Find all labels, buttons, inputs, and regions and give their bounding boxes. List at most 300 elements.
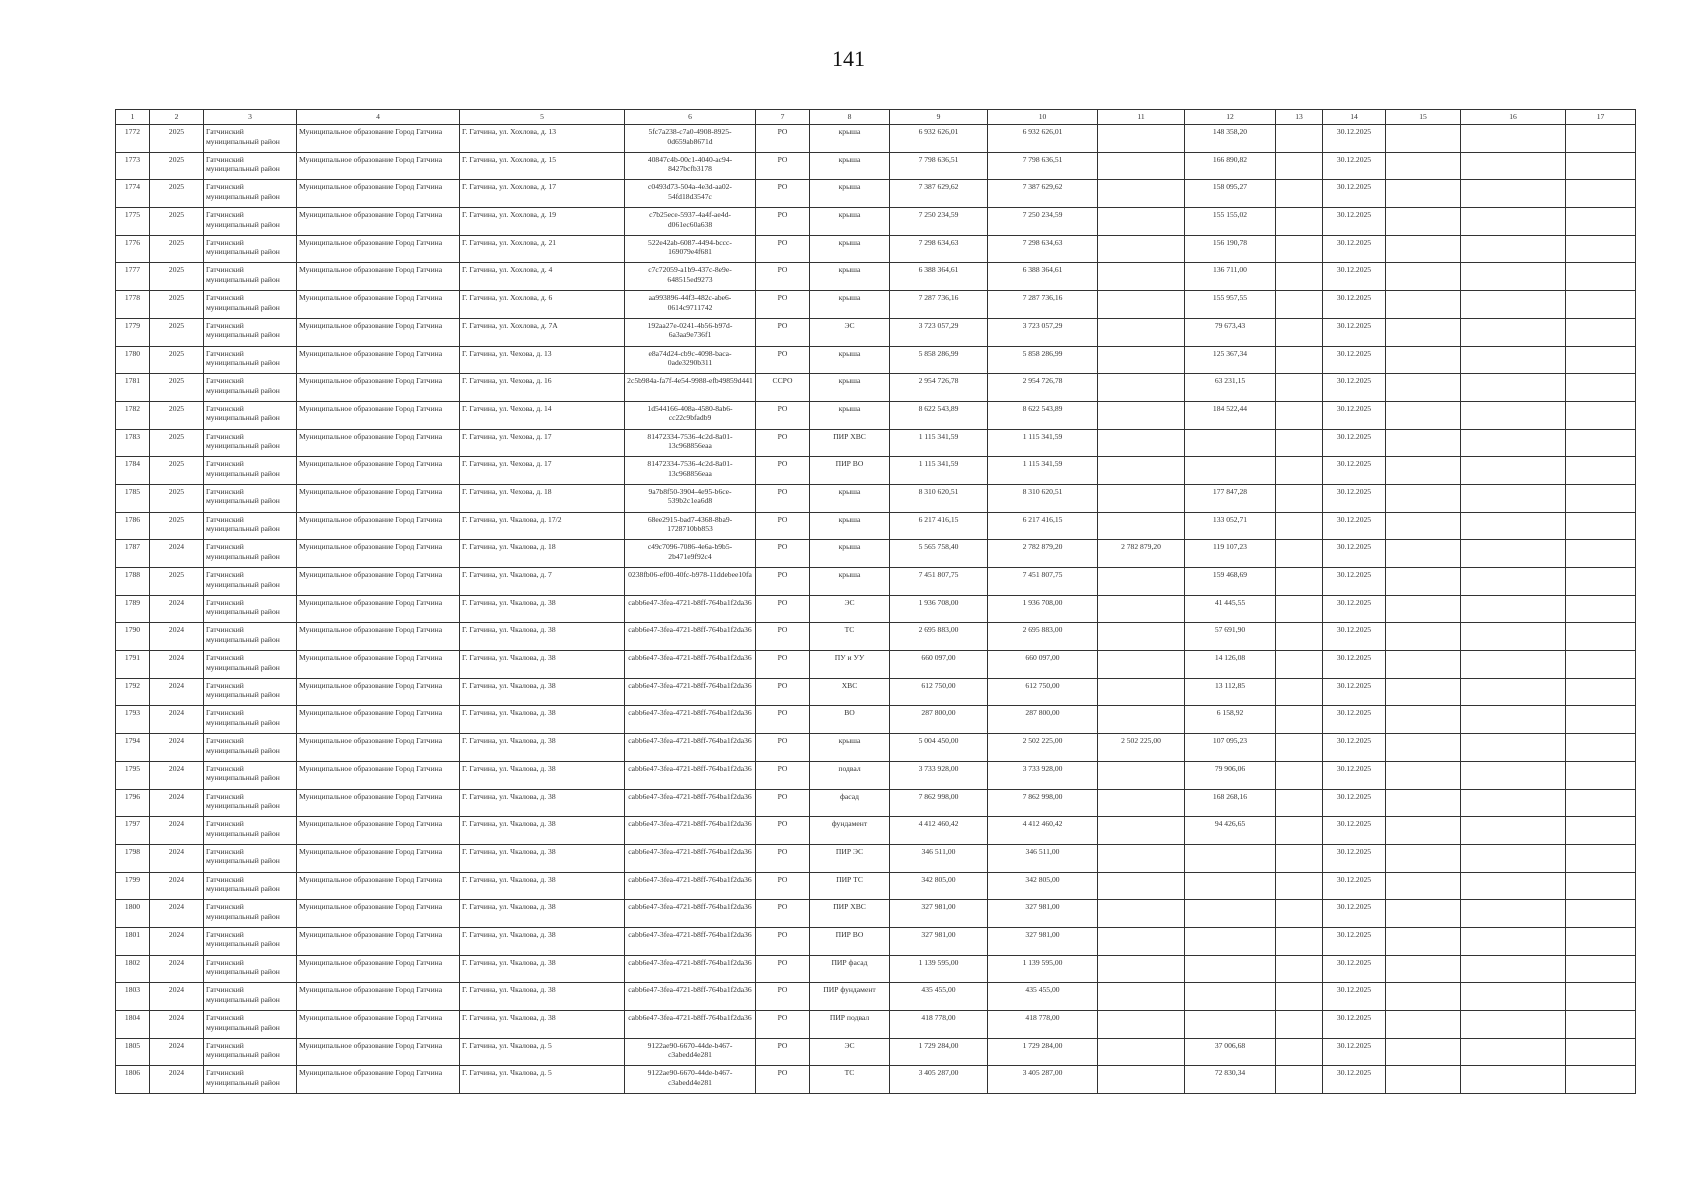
district-cell: Гатчинский муниципальный район	[204, 429, 297, 457]
empty-cell	[1276, 734, 1323, 762]
row-number: 1794	[116, 734, 150, 762]
work-type-cell: ПИР ВО	[810, 927, 890, 955]
column-header: 5	[460, 110, 625, 125]
work-type-cell: крыша	[810, 346, 890, 374]
date-cell: 30.12.2025	[1323, 1066, 1386, 1094]
district-cell: Гатчинский муниципальный район	[204, 1011, 297, 1039]
empty-cell	[1461, 346, 1566, 374]
fund-cell: РО	[756, 318, 810, 346]
empty-cell	[1386, 983, 1461, 1011]
district-cell: Гатчинский муниципальный район	[204, 817, 297, 845]
municipality-cell: Муниципальное образование Город Гатчина	[297, 1011, 460, 1039]
cost-cell	[1185, 1011, 1276, 1039]
total-cost-cell: 7 387 629,62	[890, 180, 988, 208]
cost-cell	[1098, 346, 1185, 374]
cost-cell: 37 006,68	[1185, 1038, 1276, 1066]
cost-cell: 5 858 286,99	[988, 346, 1098, 374]
year-cell: 2025	[150, 484, 204, 512]
municipality-cell: Муниципальное образование Город Гатчина	[297, 484, 460, 512]
year-cell: 2024	[150, 1066, 204, 1094]
fund-cell: РО	[756, 817, 810, 845]
municipality-cell: Муниципальное образование Город Гатчина	[297, 872, 460, 900]
table-row	[116, 512, 1636, 540]
cost-cell: 79 673,43	[1185, 318, 1276, 346]
table-row	[116, 1011, 1636, 1039]
total-cost-cell: 3 405 287,00	[890, 1066, 988, 1094]
row-number: 1798	[116, 844, 150, 872]
date-cell: 30.12.2025	[1323, 429, 1386, 457]
table-row	[116, 983, 1636, 1011]
year-cell: 2024	[150, 706, 204, 734]
fund-cell: РО	[756, 152, 810, 180]
total-cost-cell: 5 858 286,99	[890, 346, 988, 374]
fund-cell: РО	[756, 208, 810, 236]
fund-cell: РО	[756, 844, 810, 872]
empty-cell	[1566, 125, 1636, 153]
cost-cell	[1098, 568, 1185, 596]
municipality-cell: Муниципальное образование Город Гатчина	[297, 595, 460, 623]
fund-cell: РО	[756, 734, 810, 762]
address-cell: Г. Гатчина, ул. Чкалова, д. 38	[460, 678, 625, 706]
year-cell: 2025	[150, 374, 204, 402]
cost-cell	[1098, 401, 1185, 429]
empty-cell	[1461, 568, 1566, 596]
address-cell: Г. Гатчина, ул. Чехова, д. 17	[460, 429, 625, 457]
table-row	[116, 761, 1636, 789]
year-cell: 2024	[150, 983, 204, 1011]
empty-cell	[1276, 512, 1323, 540]
column-header: 10	[988, 110, 1098, 125]
cost-cell	[1098, 457, 1185, 485]
total-cost-cell: 7 287 736,16	[890, 291, 988, 319]
cost-cell: 7 798 636,51	[988, 152, 1098, 180]
year-cell: 2025	[150, 568, 204, 596]
empty-cell	[1276, 844, 1323, 872]
empty-cell	[1386, 734, 1461, 762]
empty-cell	[1566, 208, 1636, 236]
address-cell: Г. Гатчина, ул. Хохлова, д. 13	[460, 125, 625, 153]
empty-cell	[1276, 595, 1323, 623]
house-guid-cell: c7c72059-a1b9-437c-8e9e-648515ed9273	[625, 263, 756, 291]
fund-cell: РО	[756, 900, 810, 928]
cost-cell: 8 310 620,51	[988, 484, 1098, 512]
address-cell: Г. Гатчина, ул. Чехова, д. 14	[460, 401, 625, 429]
empty-cell	[1276, 457, 1323, 485]
cost-cell: 4 412 460,42	[988, 817, 1098, 845]
municipality-cell: Муниципальное образование Город Гатчина	[297, 125, 460, 153]
cost-cell	[1098, 789, 1185, 817]
total-cost-cell: 7 798 636,51	[890, 152, 988, 180]
cost-cell	[1098, 844, 1185, 872]
table-row	[116, 651, 1636, 679]
table-row	[116, 180, 1636, 208]
district-cell: Гатчинский муниципальный район	[204, 401, 297, 429]
empty-cell	[1386, 125, 1461, 153]
empty-cell	[1386, 678, 1461, 706]
table-row	[116, 346, 1636, 374]
district-cell: Гатчинский муниципальный район	[204, 1038, 297, 1066]
work-type-cell: крыша	[810, 263, 890, 291]
total-cost-cell: 346 511,00	[890, 844, 988, 872]
empty-cell	[1386, 900, 1461, 928]
date-cell: 30.12.2025	[1323, 346, 1386, 374]
house-guid-cell: 40847c4b-00c1-4040-ac94-8427bcfb3178	[625, 152, 756, 180]
fund-cell: РО	[756, 1011, 810, 1039]
cost-cell: 168 268,16	[1185, 789, 1276, 817]
cost-cell: 3 733 928,00	[988, 761, 1098, 789]
empty-cell	[1276, 568, 1323, 596]
empty-cell	[1276, 540, 1323, 568]
municipality-cell: Муниципальное образование Город Гатчина	[297, 983, 460, 1011]
year-cell: 2025	[150, 401, 204, 429]
date-cell: 30.12.2025	[1323, 761, 1386, 789]
work-type-cell: ХВС	[810, 678, 890, 706]
empty-cell	[1276, 1066, 1323, 1094]
table-row	[116, 595, 1636, 623]
address-cell: Г. Гатчина, ул. Чкалова, д. 17/2	[460, 512, 625, 540]
empty-cell	[1276, 208, 1323, 236]
cost-cell: 2 782 879,20	[1098, 540, 1185, 568]
row-number: 1803	[116, 983, 150, 1011]
fund-cell: РО	[756, 263, 810, 291]
date-cell: 30.12.2025	[1323, 152, 1386, 180]
empty-cell	[1461, 291, 1566, 319]
cost-cell: 7 387 629,62	[988, 180, 1098, 208]
empty-cell	[1461, 318, 1566, 346]
cost-cell	[1098, 235, 1185, 263]
year-cell: 2025	[150, 235, 204, 263]
fund-cell: РО	[756, 789, 810, 817]
work-type-cell: ПИР ВО	[810, 457, 890, 485]
district-cell: Гатчинский муниципальный район	[204, 678, 297, 706]
empty-cell	[1566, 761, 1636, 789]
total-cost-cell: 1 139 595,00	[890, 955, 988, 983]
table-row	[116, 401, 1636, 429]
empty-cell	[1461, 540, 1566, 568]
district-cell: Гатчинский муниципальный район	[204, 291, 297, 319]
row-number: 1797	[116, 817, 150, 845]
municipality-cell: Муниципальное образование Город Гатчина	[297, 568, 460, 596]
work-type-cell: ПИР ХВС	[810, 900, 890, 928]
municipality-cell: Муниципальное образование Город Гатчина	[297, 540, 460, 568]
empty-cell	[1461, 1066, 1566, 1094]
empty-cell	[1566, 734, 1636, 762]
house-guid-cell: cabb6e47-3fea-4721-b8ff-764ba1f2da36	[625, 789, 756, 817]
cost-cell: 346 511,00	[988, 844, 1098, 872]
row-number: 1780	[116, 346, 150, 374]
address-cell: Г. Гатчина, ул. Чехова, д. 18	[460, 484, 625, 512]
cost-cell: 612 750,00	[988, 678, 1098, 706]
empty-cell	[1276, 623, 1323, 651]
cost-cell: 2 695 883,00	[988, 623, 1098, 651]
work-type-cell: фундамент	[810, 817, 890, 845]
empty-cell	[1566, 484, 1636, 512]
house-guid-cell: 68ee2915-bad7-4368-8ba9-1728710bb853	[625, 512, 756, 540]
total-cost-cell: 7 298 634,63	[890, 235, 988, 263]
district-cell: Гатчинский муниципальный район	[204, 484, 297, 512]
year-cell: 2025	[150, 291, 204, 319]
date-cell: 30.12.2025	[1323, 706, 1386, 734]
empty-cell	[1386, 346, 1461, 374]
district-cell: Гатчинский муниципальный район	[204, 235, 297, 263]
cost-cell: 13 112,85	[1185, 678, 1276, 706]
row-number: 1776	[116, 235, 150, 263]
work-type-cell: ПИР ХВС	[810, 429, 890, 457]
date-cell: 30.12.2025	[1323, 291, 1386, 319]
house-guid-cell: c7b25ece-5937-4a4f-ae4d-d061ec60a638	[625, 208, 756, 236]
cost-cell	[1098, 872, 1185, 900]
empty-cell	[1386, 761, 1461, 789]
fund-cell: РО	[756, 955, 810, 983]
district-cell: Гатчинский муниципальный район	[204, 872, 297, 900]
cost-cell	[1098, 291, 1185, 319]
total-cost-cell: 4 412 460,42	[890, 817, 988, 845]
district-cell: Гатчинский муниципальный район	[204, 761, 297, 789]
empty-cell	[1386, 318, 1461, 346]
district-cell: Гатчинский муниципальный район	[204, 152, 297, 180]
municipality-cell: Муниципальное образование Город Гатчина	[297, 789, 460, 817]
table-row	[116, 208, 1636, 236]
empty-cell	[1566, 291, 1636, 319]
work-type-cell: ЭС	[810, 1038, 890, 1066]
table-row	[116, 318, 1636, 346]
total-cost-cell: 418 778,00	[890, 1011, 988, 1039]
column-header: 1	[116, 110, 150, 125]
cost-cell: 125 367,34	[1185, 346, 1276, 374]
cost-cell	[1098, 1066, 1185, 1094]
cost-cell	[1185, 844, 1276, 872]
row-number: 1782	[116, 401, 150, 429]
empty-cell	[1276, 817, 1323, 845]
district-cell: Гатчинский муниципальный район	[204, 900, 297, 928]
cost-cell: 1 115 341,59	[988, 429, 1098, 457]
cost-cell	[1098, 595, 1185, 623]
empty-cell	[1566, 844, 1636, 872]
address-cell: Г. Гатчина, ул. Хохлова, д. 7А	[460, 318, 625, 346]
date-cell: 30.12.2025	[1323, 401, 1386, 429]
total-cost-cell: 7 451 807,75	[890, 568, 988, 596]
house-guid-cell: 1d544166-408a-4580-8ab6-cc22c9bfadb9	[625, 401, 756, 429]
work-type-cell: крыша	[810, 208, 890, 236]
cost-cell: 660 097,00	[988, 651, 1098, 679]
cost-cell: 8 622 543,89	[988, 401, 1098, 429]
work-type-cell: ТС	[810, 623, 890, 651]
year-cell: 2024	[150, 955, 204, 983]
address-cell: Г. Гатчина, ул. Чкалова, д. 38	[460, 983, 625, 1011]
empty-cell	[1276, 291, 1323, 319]
empty-cell	[1386, 844, 1461, 872]
cost-cell	[1098, 927, 1185, 955]
year-cell: 2024	[150, 872, 204, 900]
cost-cell	[1185, 955, 1276, 983]
empty-cell	[1461, 457, 1566, 485]
empty-cell	[1386, 651, 1461, 679]
table-row	[116, 125, 1636, 153]
cost-cell: 6 217 416,15	[988, 512, 1098, 540]
empty-cell	[1566, 568, 1636, 596]
cost-cell	[1098, 429, 1185, 457]
address-cell: Г. Гатчина, ул. Чкалова, д. 38	[460, 651, 625, 679]
table-row	[116, 900, 1636, 928]
date-cell: 30.12.2025	[1323, 595, 1386, 623]
date-cell: 30.12.2025	[1323, 318, 1386, 346]
district-cell: Гатчинский муниципальный район	[204, 180, 297, 208]
empty-cell	[1461, 429, 1566, 457]
work-type-cell: ПИР фасад	[810, 955, 890, 983]
column-header: 12	[1185, 110, 1276, 125]
empty-cell	[1461, 263, 1566, 291]
year-cell: 2024	[150, 789, 204, 817]
table-row	[116, 1066, 1636, 1094]
total-cost-cell: 327 981,00	[890, 927, 988, 955]
address-cell: Г. Гатчина, ул. Чкалова, д. 38	[460, 955, 625, 983]
year-cell: 2024	[150, 927, 204, 955]
date-cell: 30.12.2025	[1323, 872, 1386, 900]
year-cell: 2025	[150, 208, 204, 236]
fund-cell: РО	[756, 1038, 810, 1066]
house-guid-cell: cabb6e47-3fea-4721-b8ff-764ba1f2da36	[625, 983, 756, 1011]
empty-cell	[1386, 789, 1461, 817]
empty-cell	[1566, 512, 1636, 540]
cost-cell	[1185, 927, 1276, 955]
district-cell: Гатчинский муниципальный район	[204, 623, 297, 651]
municipality-cell: Муниципальное образование Город Гатчина	[297, 706, 460, 734]
cost-cell	[1098, 706, 1185, 734]
cost-cell	[1185, 429, 1276, 457]
empty-cell	[1386, 955, 1461, 983]
cost-cell	[1098, 152, 1185, 180]
municipality-cell: Муниципальное образование Город Гатчина	[297, 457, 460, 485]
district-cell: Гатчинский муниципальный район	[204, 512, 297, 540]
empty-cell	[1461, 927, 1566, 955]
municipality-cell: Муниципальное образование Город Гатчина	[297, 927, 460, 955]
date-cell: 30.12.2025	[1323, 540, 1386, 568]
table-row	[116, 927, 1636, 955]
district-cell: Гатчинский муниципальный район	[204, 706, 297, 734]
house-guid-cell: 81472334-7536-4c2d-8a01-13c968856eaa	[625, 429, 756, 457]
year-cell: 2025	[150, 263, 204, 291]
work-type-cell: крыша	[810, 374, 890, 402]
municipality-cell: Муниципальное образование Город Гатчина	[297, 512, 460, 540]
empty-cell	[1386, 429, 1461, 457]
empty-cell	[1386, 1066, 1461, 1094]
cost-cell: 94 426,65	[1185, 817, 1276, 845]
address-cell: Г. Гатчина, ул. Чехова, д. 13	[460, 346, 625, 374]
date-cell: 30.12.2025	[1323, 817, 1386, 845]
work-type-cell: крыша	[810, 540, 890, 568]
address-cell: Г. Гатчина, ул. Хохлова, д. 21	[460, 235, 625, 263]
house-guid-cell: 522e42ab-6087-4494-bccc-169079e4f681	[625, 235, 756, 263]
work-type-cell: ТС	[810, 1066, 890, 1094]
address-cell: Г. Гатчина, ул. Чкалова, д. 38	[460, 761, 625, 789]
row-number: 1787	[116, 540, 150, 568]
work-type-cell: подвал	[810, 761, 890, 789]
address-cell: Г. Гатчина, ул. Чкалова, д. 18	[460, 540, 625, 568]
fund-cell: РО	[756, 457, 810, 485]
municipality-cell: Муниципальное образование Город Гатчина	[297, 374, 460, 402]
district-cell: Гатчинский муниципальный район	[204, 540, 297, 568]
house-guid-cell: cabb6e47-3fea-4721-b8ff-764ba1f2da36	[625, 595, 756, 623]
cost-cell: 327 981,00	[988, 927, 1098, 955]
empty-cell	[1566, 1011, 1636, 1039]
empty-cell	[1566, 180, 1636, 208]
cost-cell: 2 954 726,78	[988, 374, 1098, 402]
total-cost-cell: 2 695 883,00	[890, 623, 988, 651]
empty-cell	[1566, 789, 1636, 817]
row-number: 1786	[116, 512, 150, 540]
address-cell: Г. Гатчина, ул. Чкалова, д. 38	[460, 844, 625, 872]
cost-cell	[1098, 484, 1185, 512]
district-cell: Гатчинский муниципальный район	[204, 1066, 297, 1094]
work-type-cell: ЭС	[810, 318, 890, 346]
empty-cell	[1276, 180, 1323, 208]
cost-cell	[1098, 1038, 1185, 1066]
cost-cell: 107 095,23	[1185, 734, 1276, 762]
municipality-cell: Муниципальное образование Город Гатчина	[297, 734, 460, 762]
row-number: 1775	[116, 208, 150, 236]
house-guid-cell: aa993896-44f3-482c-abe6-0614c9711742	[625, 291, 756, 319]
cost-cell: 136 711,00	[1185, 263, 1276, 291]
empty-cell	[1276, 955, 1323, 983]
address-cell: Г. Гатчина, ул. Чкалова, д. 38	[460, 623, 625, 651]
column-header: 8	[810, 110, 890, 125]
cost-cell	[1098, 761, 1185, 789]
fund-cell: ССРО	[756, 374, 810, 402]
row-number: 1805	[116, 1038, 150, 1066]
empty-cell	[1276, 900, 1323, 928]
cost-cell: 6 388 364,61	[988, 263, 1098, 291]
cost-cell: 155 155,02	[1185, 208, 1276, 236]
work-type-cell: крыша	[810, 734, 890, 762]
row-number: 1772	[116, 125, 150, 153]
house-guid-cell: cabb6e47-3fea-4721-b8ff-764ba1f2da36	[625, 817, 756, 845]
empty-cell	[1276, 983, 1323, 1011]
address-cell: Г. Гатчина, ул. Чкалова, д. 5	[460, 1038, 625, 1066]
year-cell: 2024	[150, 540, 204, 568]
fund-cell: РО	[756, 623, 810, 651]
empty-cell	[1386, 1038, 1461, 1066]
table-row	[116, 457, 1636, 485]
house-guid-cell: e8a74d24-cb9c-4098-baca-0ade3290b311	[625, 346, 756, 374]
row-number: 1795	[116, 761, 150, 789]
cost-cell: 57 691,90	[1185, 623, 1276, 651]
address-cell: Г. Гатчина, ул. Чкалова, д. 38	[460, 595, 625, 623]
cost-cell: 327 981,00	[988, 900, 1098, 928]
cost-cell: 1 115 341,59	[988, 457, 1098, 485]
empty-cell	[1461, 484, 1566, 512]
total-cost-cell: 612 750,00	[890, 678, 988, 706]
table-header	[116, 110, 1636, 125]
work-type-cell: ПИР ТС	[810, 872, 890, 900]
cost-cell: 119 107,23	[1185, 540, 1276, 568]
table-row	[116, 540, 1636, 568]
district-cell: Гатчинский муниципальный район	[204, 457, 297, 485]
column-header: 9	[890, 110, 988, 125]
header-row	[116, 110, 1636, 125]
total-cost-cell: 8 310 620,51	[890, 484, 988, 512]
total-cost-cell: 3 723 057,29	[890, 318, 988, 346]
fund-cell: РО	[756, 235, 810, 263]
table-row	[116, 263, 1636, 291]
table-row	[116, 429, 1636, 457]
work-type-cell: крыша	[810, 291, 890, 319]
empty-cell	[1461, 401, 1566, 429]
total-cost-cell: 3 733 928,00	[890, 761, 988, 789]
year-cell: 2024	[150, 734, 204, 762]
column-header: 14	[1323, 110, 1386, 125]
empty-cell	[1386, 457, 1461, 485]
municipality-cell: Муниципальное образование Город Гатчина	[297, 291, 460, 319]
